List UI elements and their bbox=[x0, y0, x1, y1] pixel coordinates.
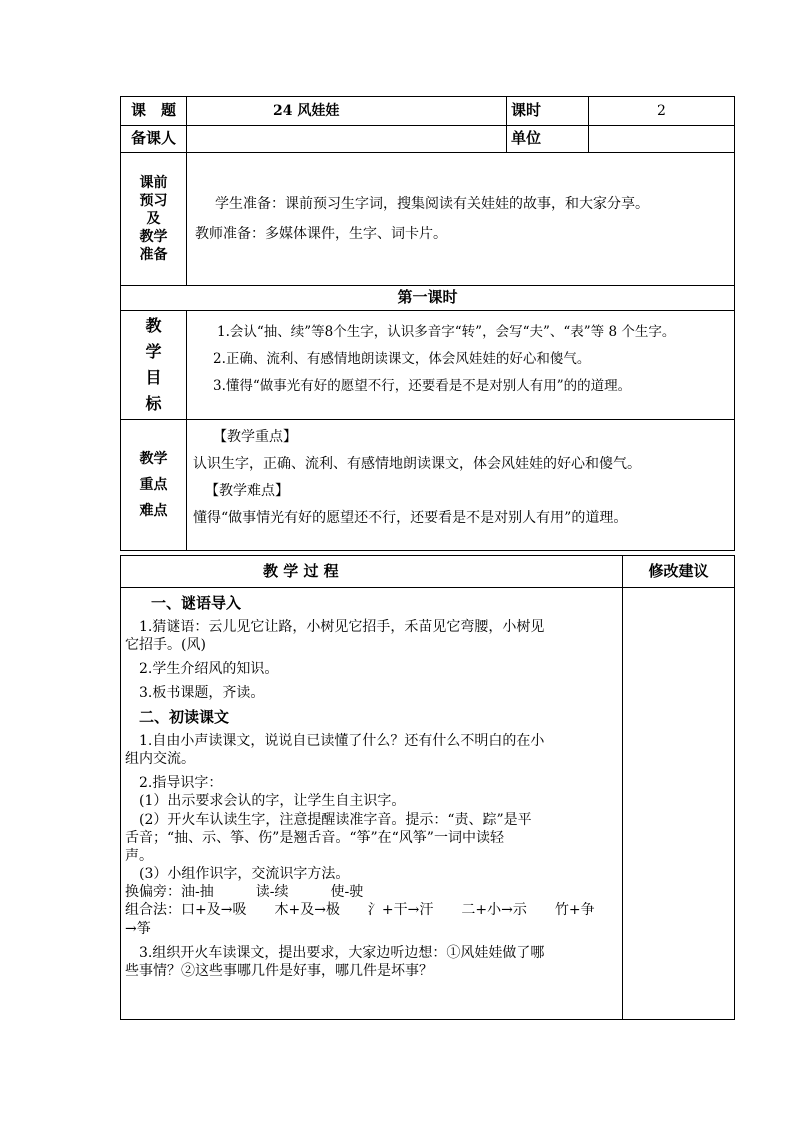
teacher-prep: 教师准备：多媒体课件，生字、词卡片。 bbox=[195, 226, 447, 242]
suggestion-header: 修改建议 bbox=[623, 556, 735, 588]
section-title: 一、谜语导入 bbox=[151, 594, 242, 612]
suggestion-cell bbox=[623, 588, 735, 1020]
focus-label-line: 难点 bbox=[139, 503, 168, 519]
prep-label-line: 预习 bbox=[139, 192, 168, 209]
process-header-row bbox=[121, 556, 735, 588]
preparer-value bbox=[187, 126, 507, 153]
periods-value: 2 bbox=[589, 97, 735, 126]
goals-label bbox=[121, 311, 187, 420]
focus-content bbox=[187, 420, 735, 551]
focus-label-line: 重点 bbox=[139, 477, 168, 493]
prep-content bbox=[187, 153, 735, 286]
key-point-text: 认识生字，正确、流利、有感情地朗读课文，体会风娃娃的好心和傻气。 bbox=[193, 456, 641, 472]
lesson-title-row bbox=[121, 286, 735, 311]
process-content bbox=[121, 588, 623, 1020]
process-line: 它招手。(风) bbox=[125, 636, 206, 653]
difficulty-title: 【教学难点】 bbox=[205, 483, 289, 499]
prep-row bbox=[121, 153, 735, 286]
goals-label-line: 学 bbox=[145, 342, 162, 361]
process-line: 1.自由小声读课文，说说自已读懂了什么？还有什么不明白的在小 bbox=[139, 732, 545, 749]
process-table bbox=[120, 555, 735, 1020]
prep-label-line: 教学 bbox=[139, 229, 168, 246]
prep-label-line: 课前 bbox=[139, 174, 168, 191]
process-header: 教 学 过 程 bbox=[121, 556, 623, 588]
focus-label bbox=[121, 420, 187, 551]
lesson-info-table bbox=[120, 96, 735, 551]
goals-label-line: 目 bbox=[145, 368, 162, 387]
subject-value: 24 风娃娃 bbox=[187, 97, 507, 126]
goals-content bbox=[187, 311, 735, 420]
process-line: 声。 bbox=[125, 847, 153, 864]
unit-label: 单位 bbox=[507, 126, 589, 153]
key-point-title: 【教学重点】 bbox=[213, 429, 297, 445]
goal-item: 1.会认“抽、续”等8个生字，认识多音字“转”，会写“夫”、“表”等 8 个生字。 bbox=[217, 324, 676, 340]
goals-row bbox=[121, 311, 735, 420]
focus-label-line: 教学 bbox=[139, 451, 168, 467]
focus-row bbox=[121, 420, 735, 551]
process-body-row bbox=[121, 588, 735, 1020]
process-line: 3.组织开火车读课文，提出要求，大家边听边想：①风娃娃做了哪 bbox=[139, 944, 545, 961]
process-line: (2）开火车认读生字，注意提醒读准字音。提示：“责、踪”是平 bbox=[139, 811, 532, 828]
section-title: 二、初读课文 bbox=[139, 708, 230, 727]
process-line: (3）小组作识字，交流识字方法。 bbox=[139, 866, 350, 883]
goal-item: 3.懂得“做事光有好的愿望不行，还要看是不是对别人有用”的的道理。 bbox=[213, 378, 632, 394]
lesson-title: 第一课时 bbox=[121, 286, 735, 311]
process-line: 些事情？②这些事哪几件是好事，哪几件是坏事？ bbox=[125, 963, 433, 979]
student-prep: 学生准备：课前预习生字词，搜集阅读有关娃娃的故事，和大家分享。 bbox=[215, 196, 649, 212]
process-line: 2.指导识字： bbox=[139, 775, 223, 792]
process-line: 1.猜谜语：云儿见它让路，小树见它招手，禾苗见它弯腰，小树见 bbox=[139, 618, 545, 635]
process-line: 舌音；“抽、示、筝、伤”是翘舌音。“筝”在“风筝”一词中读轻 bbox=[125, 829, 504, 846]
process-line: 3.板书课题，齐读。 bbox=[139, 685, 265, 702]
unit-value bbox=[589, 126, 735, 153]
preparer-label: 备课人 bbox=[121, 126, 187, 153]
process-line: (1）出示要求会认的字，让学生自主识字。 bbox=[139, 793, 406, 810]
goal-item: 2.正确、流利、有感情地朗读课文，体会风娃娃的好心和傻气。 bbox=[213, 351, 591, 367]
process-line: 2.学生介绍风的知识。 bbox=[139, 660, 279, 677]
subject-label: 课 题 bbox=[121, 97, 187, 126]
prep-label-line: 及 bbox=[146, 210, 161, 227]
difficulty-text: 懂得“做事情光有好的愿望还不行，还要看是不是对别人有用”的道理。 bbox=[193, 510, 628, 526]
subject-row bbox=[121, 97, 735, 126]
prep-label-line: 准备 bbox=[139, 247, 168, 264]
preparer-row bbox=[121, 126, 735, 153]
goals-label-line: 标 bbox=[145, 394, 162, 413]
periods-label: 课时 bbox=[507, 97, 589, 126]
process-line: →筝 bbox=[125, 920, 151, 937]
process-line: 换偏旁：油-抽 读-续 使-驶 bbox=[125, 884, 364, 901]
prep-label bbox=[121, 153, 187, 286]
process-line: 组内交流。 bbox=[125, 750, 195, 767]
process-line: 组合法：口+及→吸 木+及→极 氵+干→汗 二+小→示 竹+争 bbox=[125, 902, 595, 919]
goals-label-line: 教 bbox=[145, 316, 162, 335]
